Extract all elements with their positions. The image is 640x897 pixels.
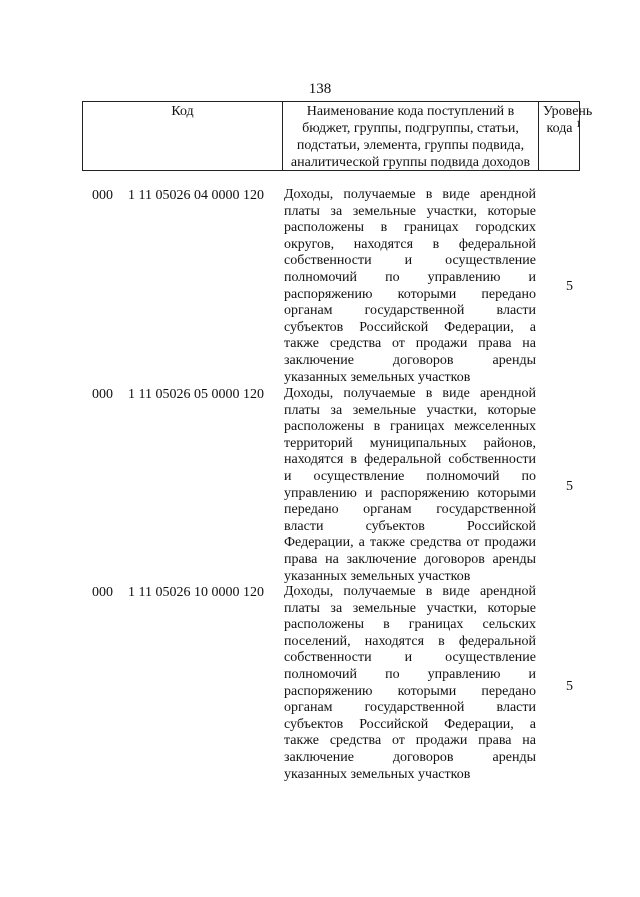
header-level-word: кода: [546, 121, 573, 136]
row-name-line: передано органам государственной: [284, 502, 536, 518]
row-name-line: заключение договоров аренды: [284, 352, 536, 368]
row-name-line: органам государственной власти: [284, 700, 536, 716]
row-level: 5: [566, 679, 573, 694]
row-name: [284, 386, 536, 585]
header-level-line2: [543, 120, 579, 137]
row-name-line: расположены в границах городских: [284, 220, 536, 236]
row-name-line: полномочий по управлению и: [284, 666, 536, 682]
row-name-line: распоряжению которыми передано: [284, 683, 536, 699]
row-name-line: указанных земельных участков: [284, 369, 471, 385]
row-name-line: Федерации, а также средства от продажи: [284, 535, 536, 551]
header-name-line: бюджет, группы, подгруппы, статьи,: [302, 121, 519, 136]
header-level: [539, 102, 593, 170]
row-code-prefix: 000: [92, 585, 113, 600]
row-name: [284, 584, 536, 783]
row-name-line: собственности и осуществление: [284, 253, 536, 269]
row-name-line: собственности и осуществление: [284, 650, 536, 666]
header-code: Код: [83, 102, 283, 170]
header-name-line: аналитической группы подвида доходов: [290, 155, 531, 170]
row-name-line: права на заключение договоров аренды: [284, 551, 536, 567]
row-level: 5: [566, 279, 573, 294]
row-name-line: субъектов Российской Федерации, а: [284, 716, 536, 732]
row-code: 1 11 05026 04 0000 120: [128, 188, 264, 203]
header-name: [283, 102, 539, 170]
row-name-line: указанных земельных участков: [284, 766, 471, 782]
row-name-line: платы за земельные участки, которые: [284, 203, 536, 219]
row-name-line: субъектов Российской Федерации, а: [284, 319, 536, 335]
row-name-line: Доходы, получаемые в виде арендной: [284, 584, 536, 599]
row-name-line: округов, находятся в федеральной: [284, 236, 536, 252]
row-name-line: Доходы, получаемые в виде арендной: [284, 187, 536, 202]
row-name-line: распоряжению которыми передано: [284, 286, 536, 302]
row-name-line: и осуществление полномочий по: [284, 468, 536, 484]
page-number: 138: [308, 81, 332, 97]
row-name-line: полномочий по управлению и: [284, 269, 536, 285]
row-name-line: управлению и распоряжению которыми: [284, 485, 536, 501]
row-name-line: Доходы, получаемые в виде арендной: [284, 386, 536, 401]
row-name-line: платы за земельные участки, которые: [284, 402, 536, 418]
row-name-line: указанных земельных участков: [284, 568, 471, 584]
row-name-line: платы за земельные участки, которые: [284, 600, 536, 616]
row-code: 1 11 05026 05 0000 120: [128, 387, 264, 402]
header-name-line: Наименование кода поступлений в: [306, 104, 515, 119]
row-name-line: органам государственной власти: [284, 303, 536, 319]
row-name-line: поселений, находятся в федеральной: [284, 633, 536, 649]
row-name-line: территорий муниципальных районов,: [284, 435, 536, 451]
header-name-line: подстатьи, элемента, группы подвида,: [296, 138, 525, 153]
footnote-marker: 1: [576, 119, 581, 129]
row-name-line: также средства от продажи права на: [284, 336, 536, 352]
header-level-line1: Уровень: [543, 104, 593, 119]
row-level: 5: [566, 479, 573, 494]
row-code: 1 11 05026 10 0000 120: [128, 585, 264, 600]
table-header: [82, 101, 593, 171]
row-name-line: заключение договоров аренды: [284, 749, 536, 765]
row-name-line: расположены в границах сельских: [284, 617, 536, 633]
row-name-line: находятся в федеральной собственности: [284, 452, 536, 468]
row-name-line: также средства от продажи права на: [284, 733, 536, 749]
row-code-prefix: 000: [92, 387, 113, 402]
row-code-prefix: 000: [92, 188, 113, 203]
row-name-line: расположены в границах межселенных: [284, 419, 536, 435]
row-name-line: власти субъектов Российской: [284, 518, 536, 534]
row-name: [284, 187, 536, 386]
